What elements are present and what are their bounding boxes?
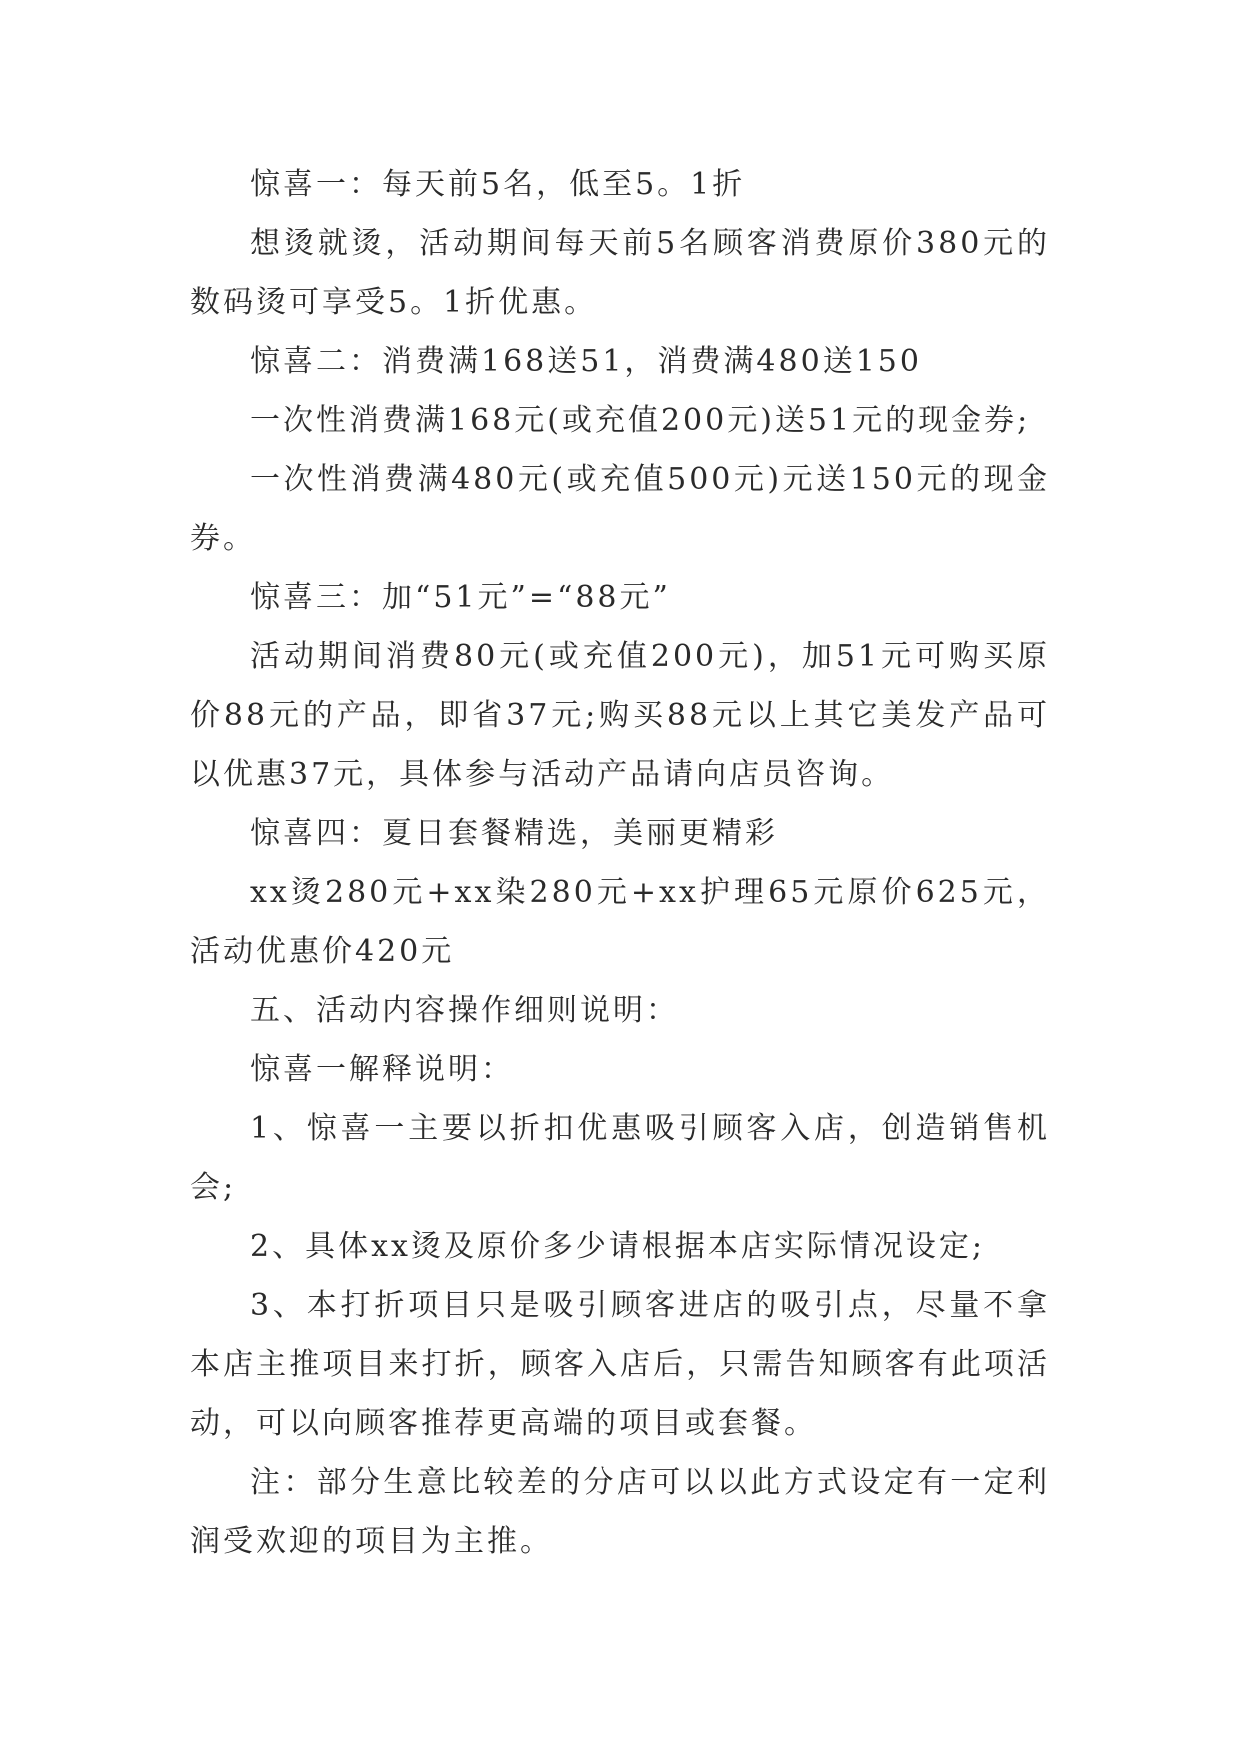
paragraph-surprise-4-detail: xx烫280元+xx染280元+xx护理65元原价625元，活动优惠价420元 — [190, 875, 1050, 969]
paragraph-surprise-2-rule-1: 一次性消费满168元(或充值200元)送51元的现金券; — [250, 403, 1031, 438]
heading-surprise-1-explanation: 惊喜一解释说明： — [250, 1052, 514, 1087]
paragraph-surprise-3-detail: 活动期间消费80元(或充值200元)，加51元可购买原价88元的产品，即省37元;购买88元以上其它美发产品可以优惠37元，具体参与活动产品请向店员咨询。 — [190, 639, 1050, 792]
paragraph-note: 注：部分生意比较差的分店可以以此方式设定有一定利润受欢迎的项目为主推。 — [190, 1465, 1050, 1559]
list-item-3: 3、本打折项目只是吸引顾客进店的吸引点，尽量不拿本店主推项目来打折，顾客入店后，只需告知顾客有此项活动，可以向顾客推荐更高端的项目或套餐。 — [190, 1288, 1050, 1441]
heading-surprise-1: 惊喜一：每天前5名，低至5。1折 — [250, 167, 746, 202]
document-body — [190, 155, 1050, 1571]
heading-surprise-2: 惊喜二：消费满168送51，消费满480送150 — [250, 344, 922, 379]
paragraph-surprise-2-rule-2: 一次性消费满480元(或充值500元)元送150元的现金券。 — [190, 462, 1050, 556]
heading-surprise-3: 惊喜三：加“51元”=“88元” — [250, 580, 671, 615]
list-item-1: 1、惊喜一主要以折扣优惠吸引顾客入店，创造销售机会; — [190, 1111, 1050, 1205]
list-item-2: 2、具体xx烫及原价多少请根据本店实际情况设定; — [250, 1229, 986, 1264]
heading-section-5: 五、活动内容操作细则说明： — [250, 993, 679, 1028]
heading-surprise-4: 惊喜四：夏日套餐精选，美丽更精彩 — [250, 816, 778, 851]
paragraph-surprise-1-detail: 想烫就烫，活动期间每天前5名顾客消费原价380元的数码烫可享受5。1折优惠。 — [190, 226, 1050, 320]
